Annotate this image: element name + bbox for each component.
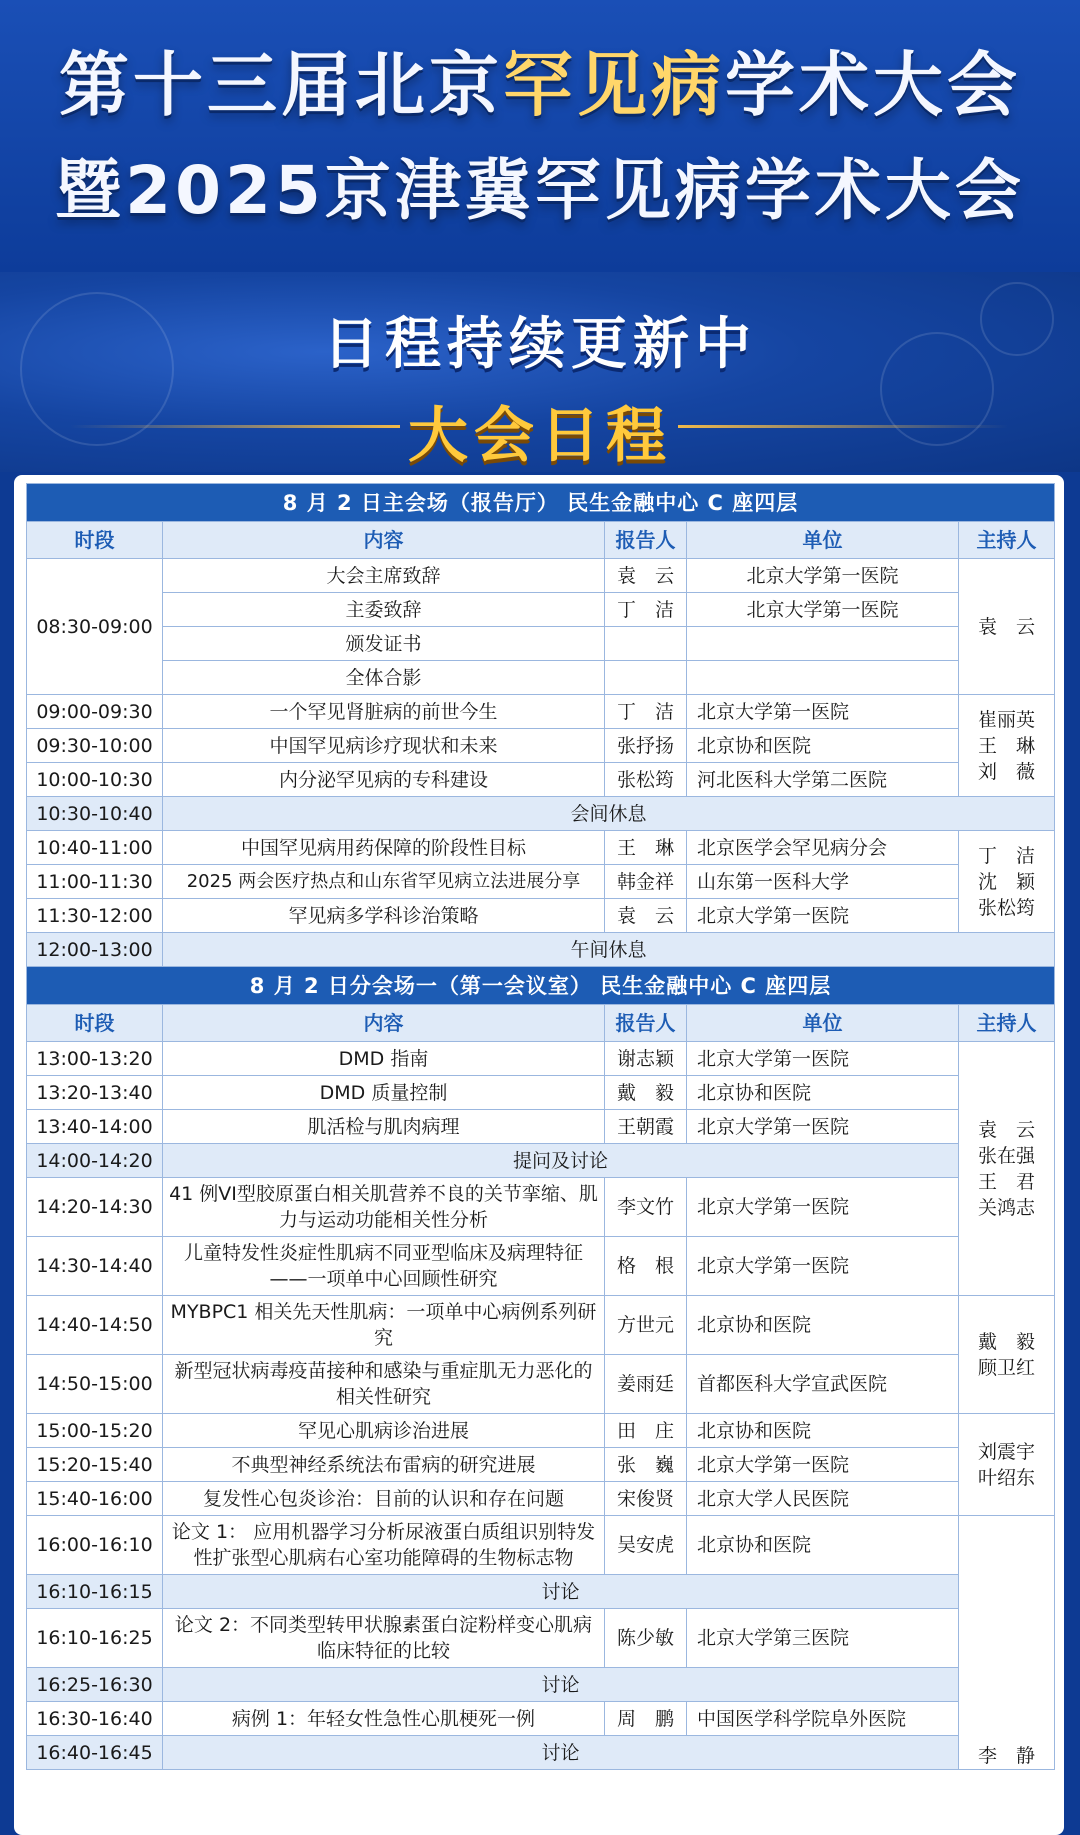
break-row bbox=[27, 1144, 1055, 1178]
table-row bbox=[27, 1355, 1055, 1414]
content-cell: 论文 2：不同类型转甲状腺素蛋白淀粉样变心肌病临床特征的比较 bbox=[163, 1609, 605, 1668]
unit-cell bbox=[687, 661, 959, 695]
content-cell: 中国罕见病诊疗现状和未来 bbox=[163, 729, 605, 763]
content-cell: 2025 两会医疗热点和山东省罕见病立法进展分享 bbox=[163, 865, 605, 899]
unit-cell: 北京医学会罕见病分会 bbox=[687, 831, 959, 865]
gold-divider-right bbox=[678, 425, 1008, 428]
speaker-cell: 周 鹏 bbox=[605, 1702, 687, 1736]
session-header-row bbox=[27, 484, 1055, 522]
break-label: 午间休息 bbox=[163, 933, 1055, 967]
session-header-row bbox=[27, 967, 1055, 1005]
content-cell: 内分泌罕见病的专科建设 bbox=[163, 763, 605, 797]
col-unit: 单位 bbox=[687, 522, 959, 559]
col-speaker: 报告人 bbox=[605, 1005, 687, 1042]
table-row bbox=[27, 899, 1055, 933]
unit-cell: 北京大学人民医院 bbox=[687, 1482, 959, 1516]
content-cell: 儿童特发性炎症性肌病不同亚型临床及病理特征——一项单中心回顾性研究 bbox=[163, 1237, 605, 1296]
conference-title-line1 bbox=[0, 42, 1080, 128]
table-row bbox=[27, 1110, 1055, 1144]
speaker-cell: 丁 洁 bbox=[605, 695, 687, 729]
time-cell: 12:00-13:00 bbox=[27, 933, 163, 967]
title-part-a: 第十三届北京 bbox=[59, 44, 503, 126]
table-row bbox=[27, 1516, 1055, 1575]
time-cell: 16:40-16:45 bbox=[27, 1736, 163, 1770]
col-content: 内容 bbox=[163, 1005, 605, 1042]
speaker-cell: 方世元 bbox=[605, 1296, 687, 1355]
break-label: 讨论 bbox=[163, 1668, 959, 1702]
time-cell: 14:00-14:20 bbox=[27, 1144, 163, 1178]
host-cell: 袁 云 张在强 王 君 关鸿志 bbox=[959, 1042, 1055, 1296]
unit-cell: 北京协和医院 bbox=[687, 729, 959, 763]
time-cell: 11:30-12:00 bbox=[27, 899, 163, 933]
time-cell: 10:30-10:40 bbox=[27, 797, 163, 831]
unit-cell: 首都医科大学宣武医院 bbox=[687, 1355, 959, 1414]
speaker-cell: 丁 洁 bbox=[605, 593, 687, 627]
content-cell: 41 例VI型胶原蛋白相关肌营养不良的关节挛缩、肌力与运动功能相关性分析 bbox=[163, 1178, 605, 1237]
content-cell: 罕见病多学科诊治策略 bbox=[163, 899, 605, 933]
table-row bbox=[27, 1042, 1055, 1076]
time-cell: 14:50-15:00 bbox=[27, 1355, 163, 1414]
unit-cell: 北京大学第一医院 bbox=[687, 1237, 959, 1296]
speaker-cell: 谢志颖 bbox=[605, 1042, 687, 1076]
time-cell: 11:00-11:30 bbox=[27, 865, 163, 899]
host-cell: 丁 洁 沈 颖 张松筠 bbox=[959, 831, 1055, 933]
time-cell: 09:30-10:00 bbox=[27, 729, 163, 763]
time-cell: 14:20-14:30 bbox=[27, 1178, 163, 1237]
content-cell: 主委致辞 bbox=[163, 593, 605, 627]
break-row bbox=[27, 1575, 1055, 1609]
unit-cell: 北京大学第一医院 bbox=[687, 1042, 959, 1076]
break-row bbox=[27, 797, 1055, 831]
title-rare-diseases: 罕见病 bbox=[503, 44, 725, 126]
break-label: 提问及讨论 bbox=[163, 1144, 959, 1178]
unit-cell: 北京大学第一医院 bbox=[687, 1110, 959, 1144]
content-cell: 中国罕见病用药保障的阶段性目标 bbox=[163, 831, 605, 865]
content-cell: 大会主席致辞 bbox=[163, 559, 605, 593]
content-cell: DMD 指南 bbox=[163, 1042, 605, 1076]
col-host: 主持人 bbox=[959, 1005, 1055, 1042]
section-title-wrap bbox=[0, 380, 1080, 471]
table-row bbox=[27, 627, 1055, 661]
table-row bbox=[27, 1296, 1055, 1355]
content-cell: 病例 1：年轻女性急性心肌梗死一例 bbox=[163, 1702, 605, 1736]
content-cell: 复发性心包炎诊治：目前的认识和存在问题 bbox=[163, 1482, 605, 1516]
speaker-cell: 袁 云 bbox=[605, 899, 687, 933]
content-cell: 颁发证书 bbox=[163, 627, 605, 661]
break-label: 讨论 bbox=[163, 1736, 959, 1770]
speaker-cell: 韩金祥 bbox=[605, 865, 687, 899]
unit-cell: 河北医科大学第二医院 bbox=[687, 763, 959, 797]
speaker-cell: 张松筠 bbox=[605, 763, 687, 797]
time-cell: 16:10-16:25 bbox=[27, 1609, 163, 1668]
host-cell: 袁 云 bbox=[959, 559, 1055, 695]
content-cell: 新型冠状病毒疫苗接种和感染与重症肌无力恶化的相关性研究 bbox=[163, 1355, 605, 1414]
schedule-updating-note: 日程持续更新中 bbox=[323, 312, 757, 377]
table-row bbox=[27, 763, 1055, 797]
unit-cell: 北京大学第一医院 bbox=[687, 559, 959, 593]
column-header-row bbox=[27, 522, 1055, 559]
conference-title-line2: 暨2025京津冀罕见病学术大会 bbox=[55, 152, 1025, 229]
speaker-cell: 田 庄 bbox=[605, 1414, 687, 1448]
col-unit: 单位 bbox=[687, 1005, 959, 1042]
time-cell: 10:40-11:00 bbox=[27, 831, 163, 865]
speaker-cell: 袁 云 bbox=[605, 559, 687, 593]
unit-cell: 北京大学第一医院 bbox=[687, 899, 959, 933]
table-row bbox=[27, 1609, 1055, 1668]
speaker-cell: 姜雨廷 bbox=[605, 1355, 687, 1414]
table-row bbox=[27, 1178, 1055, 1237]
speaker-cell: 张抒扬 bbox=[605, 729, 687, 763]
col-content: 内容 bbox=[163, 522, 605, 559]
table-row bbox=[27, 831, 1055, 865]
content-cell: 全体合影 bbox=[163, 661, 605, 695]
time-cell: 16:25-16:30 bbox=[27, 1668, 163, 1702]
content-cell: DMD 质量控制 bbox=[163, 1076, 605, 1110]
col-host: 主持人 bbox=[959, 522, 1055, 559]
host-cell: 戴 毅 顾卫红 bbox=[959, 1296, 1055, 1414]
table-row bbox=[27, 559, 1055, 593]
unit-cell: 北京协和医院 bbox=[687, 1076, 959, 1110]
host-cell: 李 静 bbox=[959, 1516, 1055, 1770]
unit-cell bbox=[687, 627, 959, 661]
host-cell: 刘震宇 叶绍东 bbox=[959, 1414, 1055, 1516]
content-cell: 肌活检与肌肉病理 bbox=[163, 1110, 605, 1144]
break-row bbox=[27, 1668, 1055, 1702]
content-cell: MYBPC1 相关先天性肌病：一项单中心病例系列研究 bbox=[163, 1296, 605, 1355]
unit-cell: 北京协和医院 bbox=[687, 1414, 959, 1448]
time-cell: 13:00-13:20 bbox=[27, 1042, 163, 1076]
unit-cell: 北京协和医院 bbox=[687, 1516, 959, 1575]
time-cell: 14:30-14:40 bbox=[27, 1237, 163, 1296]
unit-cell: 中国医学科学院阜外医院 bbox=[687, 1702, 959, 1736]
content-cell: 罕见心肌病诊治进展 bbox=[163, 1414, 605, 1448]
session-title: 8 月 2 日分会场一（第一会议室） 民生金融中心 C 座四层 bbox=[27, 967, 1055, 1005]
speaker-cell bbox=[605, 627, 687, 661]
unit-cell: 北京大学第一医院 bbox=[687, 695, 959, 729]
column-header-row bbox=[27, 1005, 1055, 1042]
speaker-cell: 宋俊贤 bbox=[605, 1482, 687, 1516]
content-cell: 不典型神经系统法布雷病的研究进展 bbox=[163, 1448, 605, 1482]
speaker-cell: 陈少敏 bbox=[605, 1609, 687, 1668]
unit-cell: 北京大学第一医院 bbox=[687, 593, 959, 627]
speaker-cell: 王朝霞 bbox=[605, 1110, 687, 1144]
time-cell: 16:10-16:15 bbox=[27, 1575, 163, 1609]
unit-cell: 山东第一医科大学 bbox=[687, 865, 959, 899]
speaker-cell: 格 根 bbox=[605, 1237, 687, 1296]
col-speaker: 报告人 bbox=[605, 522, 687, 559]
content-cell: 一个罕见肾脏病的前世今生 bbox=[163, 695, 605, 729]
unit-cell: 北京大学第三医院 bbox=[687, 1609, 959, 1668]
time-cell: 09:00-09:30 bbox=[27, 695, 163, 729]
col-time: 时段 bbox=[27, 522, 163, 559]
host-cell: 崔丽英 王 琳 刘 薇 bbox=[959, 695, 1055, 797]
table-row bbox=[27, 1482, 1055, 1516]
time-cell: 16:00-16:10 bbox=[27, 1516, 163, 1575]
speaker-cell: 吴安虎 bbox=[605, 1516, 687, 1575]
table-row bbox=[27, 661, 1055, 695]
speaker-cell: 戴 毅 bbox=[605, 1076, 687, 1110]
schedule-card bbox=[14, 475, 1064, 1835]
time-cell: 13:40-14:00 bbox=[27, 1110, 163, 1144]
time-cell: 14:40-14:50 bbox=[27, 1296, 163, 1355]
time-cell: 16:30-16:40 bbox=[27, 1702, 163, 1736]
table-row bbox=[27, 1702, 1055, 1736]
break-label: 讨论 bbox=[163, 1575, 959, 1609]
content-cell: 论文 1： 应用机器学习分析尿液蛋白质组识别特发性扩张型心肌病右心室功能障碍的生物标志物 bbox=[163, 1516, 605, 1575]
unit-cell: 北京大学第一医院 bbox=[687, 1448, 959, 1482]
break-label: 会间休息 bbox=[163, 797, 1055, 831]
table-row bbox=[27, 729, 1055, 763]
speaker-cell: 张 巍 bbox=[605, 1448, 687, 1482]
time-cell: 08:30-09:00 bbox=[27, 559, 163, 695]
time-cell: 15:00-15:20 bbox=[27, 1414, 163, 1448]
speaker-cell: 李文竹 bbox=[605, 1178, 687, 1237]
col-time: 时段 bbox=[27, 1005, 163, 1042]
table-row bbox=[27, 593, 1055, 627]
speaker-cell: 王 琳 bbox=[605, 831, 687, 865]
table-row bbox=[27, 1414, 1055, 1448]
unit-cell: 北京大学第一医院 bbox=[687, 1178, 959, 1237]
title-part-b: 学术大会 bbox=[725, 44, 1021, 126]
table-row bbox=[27, 865, 1055, 899]
table-row bbox=[27, 1237, 1055, 1296]
time-cell: 15:20-15:40 bbox=[27, 1448, 163, 1482]
time-cell: 10:00-10:30 bbox=[27, 763, 163, 797]
unit-cell: 北京协和医院 bbox=[687, 1296, 959, 1355]
schedule-table bbox=[26, 483, 1055, 1770]
time-cell: 15:40-16:00 bbox=[27, 1482, 163, 1516]
break-row bbox=[27, 933, 1055, 967]
speaker-cell bbox=[605, 661, 687, 695]
table-row bbox=[27, 1448, 1055, 1482]
section-title: 大会日程 bbox=[408, 401, 672, 471]
time-cell: 13:20-13:40 bbox=[27, 1076, 163, 1110]
break-row bbox=[27, 1736, 1055, 1770]
title-banner bbox=[0, 0, 1080, 272]
session-title: 8 月 2 日主会场（报告厅） 民生金融中心 C 座四层 bbox=[27, 484, 1055, 522]
table-row bbox=[27, 695, 1055, 729]
table-row bbox=[27, 1076, 1055, 1110]
